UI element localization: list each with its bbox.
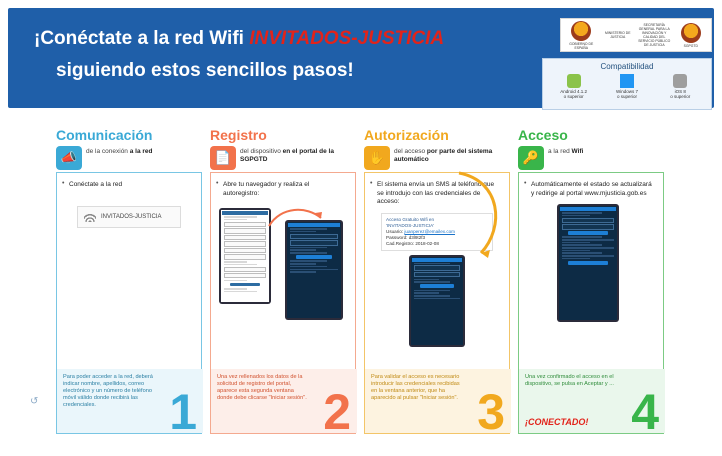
megaphone-icon: 📣	[56, 146, 82, 170]
step-column-autorizacion	[364, 128, 510, 438]
step-number: 4	[631, 384, 659, 440]
registration-screens	[211, 204, 355, 324]
decorative-corner-mark: ↺	[30, 396, 39, 407]
step-footer	[365, 369, 511, 440]
page-title	[34, 26, 554, 84]
title-network-highlight: INVITADOS-JUSTICIA	[249, 28, 445, 49]
apple-icon	[673, 74, 687, 88]
connected-label: ¡CONECTADO!	[525, 417, 589, 427]
network-name: INVITADOS-JUSTICIA	[101, 213, 162, 220]
phone-mockup-portal-confirmation	[557, 204, 619, 322]
step-title: Acceso	[518, 127, 568, 143]
step-number: 1	[169, 384, 197, 440]
logo-gobierno-de-espana: GOBIERNO DE ESPAÑA	[563, 21, 600, 50]
access-screens	[519, 202, 663, 332]
phone-mockup-credentials-form	[409, 255, 465, 347]
step-panel	[364, 172, 510, 440]
step-header	[518, 128, 664, 174]
compatibility-item-windows: Windows 7 o superior	[601, 74, 652, 99]
title-part1: ¡Conéctate a la red Wifi	[34, 28, 250, 49]
phone-mockup-registration-form	[219, 208, 271, 304]
step-panel	[56, 172, 202, 440]
compatibility-item-android: Android 4.1.2 o superior	[548, 74, 599, 99]
step-panel	[518, 172, 664, 440]
android-icon	[567, 74, 581, 88]
hand-icon: ✋	[364, 146, 390, 170]
key-icon: 🔑	[518, 146, 544, 170]
step-subtitle: del dispositivo en el portal de la SGPGTD	[240, 148, 334, 163]
authorization-screens	[365, 253, 509, 349]
step-subtitle: del acceso por parte del sistema automático	[394, 148, 493, 163]
compatibility-title: Compatibilidad	[600, 62, 654, 71]
step-footer-text: Para validar el acceso es necesario introducir las credenciales recibidas en la ventana anterior, que ha aparecido al pulsar "Iniciar sesión".	[371, 374, 460, 401]
sgpgtd-seal-icon	[681, 23, 701, 43]
wifi-icon	[84, 212, 96, 222]
sms-user: Usuario: juanperez@emailex.com	[386, 228, 456, 234]
step-footer	[57, 369, 203, 440]
step-column-comunicacion	[56, 128, 202, 438]
header-banner	[8, 8, 714, 108]
step-title: Comunicación	[56, 127, 153, 143]
step-panel	[210, 172, 356, 440]
windows-icon	[620, 74, 634, 88]
step-column-registro	[210, 128, 356, 438]
step-footer	[519, 369, 665, 440]
step-footer-text: Una vez confirmado el acceso en el dispositivo, se pulsa en Aceptar y ...	[525, 374, 614, 387]
step-number: 2	[323, 384, 351, 440]
step-header	[210, 128, 356, 174]
phone-mockup-login-screen	[285, 220, 343, 320]
sms-line1: Acceso Gratuito Wifi en	[386, 216, 434, 222]
step-footer	[211, 369, 357, 440]
step-column-acceso	[518, 128, 664, 438]
compatibility-list	[543, 71, 711, 99]
sms-password: Password: d3l9t2f3	[386, 234, 426, 240]
compatibility-box	[542, 58, 712, 110]
step-bullet-text: • Abre tu navegador y realiza el autoregistro:	[211, 173, 355, 198]
step-title: Autorización	[364, 127, 449, 143]
logo-sgpgtd: SGPGTD	[673, 23, 710, 48]
flow-arrow-icon	[455, 167, 513, 263]
document-icon: 📄	[210, 146, 236, 170]
step-bullet-text: • Conéctate a la red	[57, 173, 201, 190]
step-footer-text: Una vez rellenados los datos de la solicitud de registro del portal, aparece esta segunda ventana donde debe clicarse "Iniciar sesión".	[217, 374, 307, 401]
network-row[interactable]	[77, 206, 181, 228]
step-subtitle: de la conexión a la red	[86, 148, 153, 155]
logo-ministerio-justicia: MINISTERIO DE JUSTICIA	[605, 31, 631, 39]
spain-coat-of-arms-icon	[571, 21, 591, 41]
step-footer-text: Para poder acceder a la red, deberá indicar nombre, apellidos, correo electrónico y un número de teléfono móvil válido donde recibirá las credenciales.	[63, 374, 153, 408]
compatibility-item-ios: iOS 8 o superior	[655, 74, 706, 99]
title-line2: siguiendo estos sencillos pasos!	[56, 60, 354, 81]
step-bullet-text: • El sistema envía un SMS al teléfono que se introdujo con las credenciales de acceso:	[365, 173, 509, 207]
step-number: 3	[477, 384, 505, 440]
step-bullet-text: • Automáticamente el estado se actualizará y redirige al portal www.mjusticia.gob.es	[519, 173, 663, 198]
steps-container	[56, 128, 670, 438]
step-title: Registro	[210, 127, 267, 143]
sms-line2: 'INVITADOS-JUSTICIA'	[386, 222, 435, 228]
step-header	[56, 128, 202, 174]
step-subtitle: a la red Wifi	[548, 148, 584, 155]
logo-secretaria-general: SECRETARÍA GENERAL PARA LA INNOVACIÓN Y CALIDAD DEL SERVICIO PÚBLICO DE JUSTICIA	[638, 23, 671, 47]
sms-expiry: Cad.Registro: 2018-02-08	[386, 240, 439, 246]
government-logos	[560, 18, 712, 52]
